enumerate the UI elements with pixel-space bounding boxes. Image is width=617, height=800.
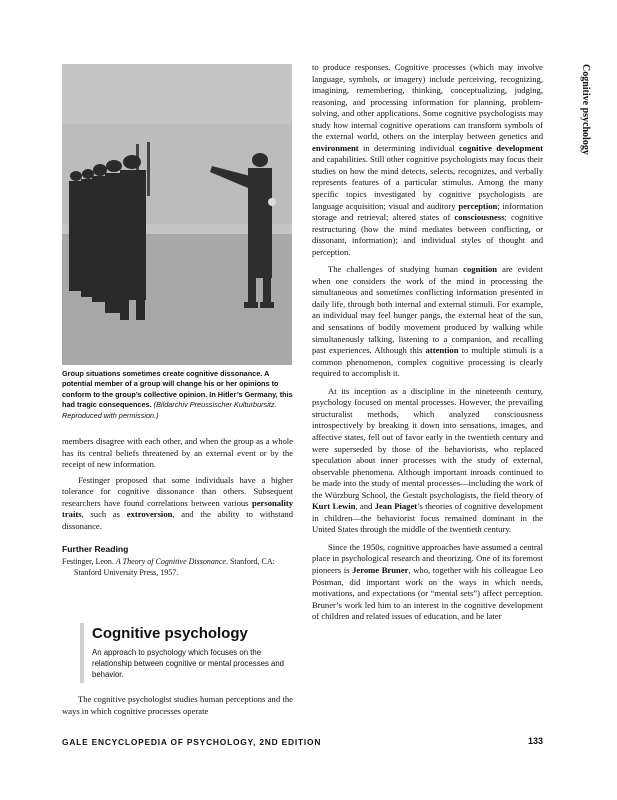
caption-text: Group situations sometimes create cognitive dissonance. A potential member of a group will change his or her opinions to conform to the group’s collective opinion. In Hitler’s Germany, this had tragic consequences. xyxy=(62,369,293,410)
right-paragraph-1 xyxy=(312,62,543,258)
photo-caption xyxy=(62,369,294,421)
text-run: to produce responses. Cognitive processes (which may involve language, symbols, or imagery) include perceiving, recognizing, imagining, remembering, thinking, conceptualizing, judging, reasoning, and processing information for planning, problem-solving, and other applications. Some cognitive psychologists may study how internal cognitive operations can transform symbols of the external world, others on the interplay between genetics and xyxy=(312,62,543,142)
term-environment[interactable]: environment xyxy=(312,142,359,153)
text-run: are evident when one considers the work of the mind in processing the simultaneous and sometimes conflicting information presented in daily life, through both internal and external stimuli. For example, an individual may feel hunger pangs, the external heat of the sun, and sensations of bodily movement produced by walking while simultaneously talking, listening to a companion, and recalling past experiences. Although this xyxy=(312,264,543,356)
ref-title: A Theory of Cognitive Dissonance xyxy=(115,556,226,566)
running-side-heading: Cognitive psychology xyxy=(580,64,591,155)
reference-entry xyxy=(62,556,293,578)
text-run: ; cognitive restructuring (how the mind mediates between conflicting, or dissonant, information); and individual styles of thought and perception. xyxy=(312,212,544,257)
text-run: ’s theories of cognitive development in children—the behaviorist focus remained dominant in the United States through the middle of the twentieth century. xyxy=(312,501,543,535)
right-paragraph-2 xyxy=(312,264,543,379)
right-paragraph-4 xyxy=(312,542,543,623)
left-paragraph-2 xyxy=(62,475,293,533)
term-cognitive-development[interactable]: cognitive development xyxy=(458,142,544,153)
term-perception[interactable]: perception xyxy=(458,200,498,211)
text-run: , and the ability to withstand dissonance. xyxy=(62,509,293,531)
footer-title: GALE ENCYCLOPEDIA OF PSYCHOLOGY, 2ND EDITION xyxy=(62,737,322,747)
term-consciousness[interactable]: consciousness xyxy=(454,212,505,223)
page-number: 133 xyxy=(527,736,543,746)
entry-paragraph-1: The cognitive psychologist studies human perceptions and the ways in which cognitive processes operate xyxy=(62,694,293,716)
term-extroversion[interactable]: extroversion xyxy=(126,509,173,520)
left-paragraph-1: members disagree with each other, and when the group as a whole has its central beliefs threatened by an external event or by the receipt of new information. xyxy=(62,436,293,470)
ref-publisher: . Stanford, CA: Stanford University Press, 1957. xyxy=(74,556,275,577)
historical-photo xyxy=(62,64,292,365)
entry-definition: An approach to psychology which focuses on the relationship between cognitive or mental processes and behavior. xyxy=(92,648,285,679)
left-column xyxy=(62,436,293,578)
text-run: Since the 1950s, cognitive approaches have assumed a central place in psychological research and theorizing. One of its foremost pioneers is xyxy=(312,541,543,575)
term-kurt-lewin[interactable]: Kurt Lewin xyxy=(312,501,356,512)
entry-title: Cognitive psychology xyxy=(92,625,248,642)
text-run: and capabilities. Still other cognitive psychologists may focus their studies on how the mind detects, selects, recognizes, and verbally represents features of a particular stimulus. Among the many specific topics investigated by cognitive psychologists are language acquisition; visual and auditory xyxy=(312,154,543,211)
photo-illustration xyxy=(62,64,292,365)
term-attention[interactable]: attention xyxy=(425,345,459,356)
text-run: , such as xyxy=(81,509,127,520)
term-jerome-bruner[interactable]: Jerome Bruner xyxy=(352,564,409,575)
left-column-bottom xyxy=(62,694,293,717)
text-run: in determining individual xyxy=(358,142,459,153)
text-run: to multiple stimuli is a common phenomenon, complex cognitive processing is clearly required to accomplish it. xyxy=(312,345,543,379)
term-jean-piaget[interactable]: Jean Piaget xyxy=(374,501,418,512)
right-paragraph-3 xyxy=(312,386,543,536)
term-personality-traits[interactable]: personality traits xyxy=(62,497,293,520)
text-run: At its inception as a discipline in the nineteenth century, psychology focused on mental processes. However, the prevailing structuralist methods, which analyzed consciousness introspectively by breaking it down into sensations, images, and affective states, fell out of favor early in the twentieth century and were superseded by those of the behaviorists, who replaced speculation about inner processes with the study of external, observable phenomena. Although important inroads continued to be made into the study of mental processes—including the work of the Würzburg School, the Gestalt psychologists, the field theory of xyxy=(312,385,543,500)
caption-credit: (Bildarchiv Preussischer Kulturbursitz. Reproduced with permission.) xyxy=(62,400,277,420)
entry-bar-decoration xyxy=(80,623,84,683)
text-run: , who, together with his colleague Leo Postman, did important work on the ways in which needs, motivations, and expectations (or “mental sets”) affect perception. Bruner’s work led him to an interest in the cognitive development of children and related issues of education, and he later xyxy=(312,564,543,622)
right-column xyxy=(312,62,543,623)
text-run: , and xyxy=(355,501,375,512)
text-run: Festinger proposed that some individuals have a higher tolerance for cognitive dissonance than others. Subsequent researchers have found correlations between various xyxy=(62,474,293,508)
term-cognition[interactable]: cognition xyxy=(463,264,498,275)
text-run: ; information storage and retrieval; altered states of xyxy=(312,200,543,223)
ref-author: Festinger, Leon. xyxy=(62,556,116,566)
further-reading-heading: Further Reading xyxy=(62,544,129,555)
text-run: The challenges of studying human xyxy=(328,264,464,275)
